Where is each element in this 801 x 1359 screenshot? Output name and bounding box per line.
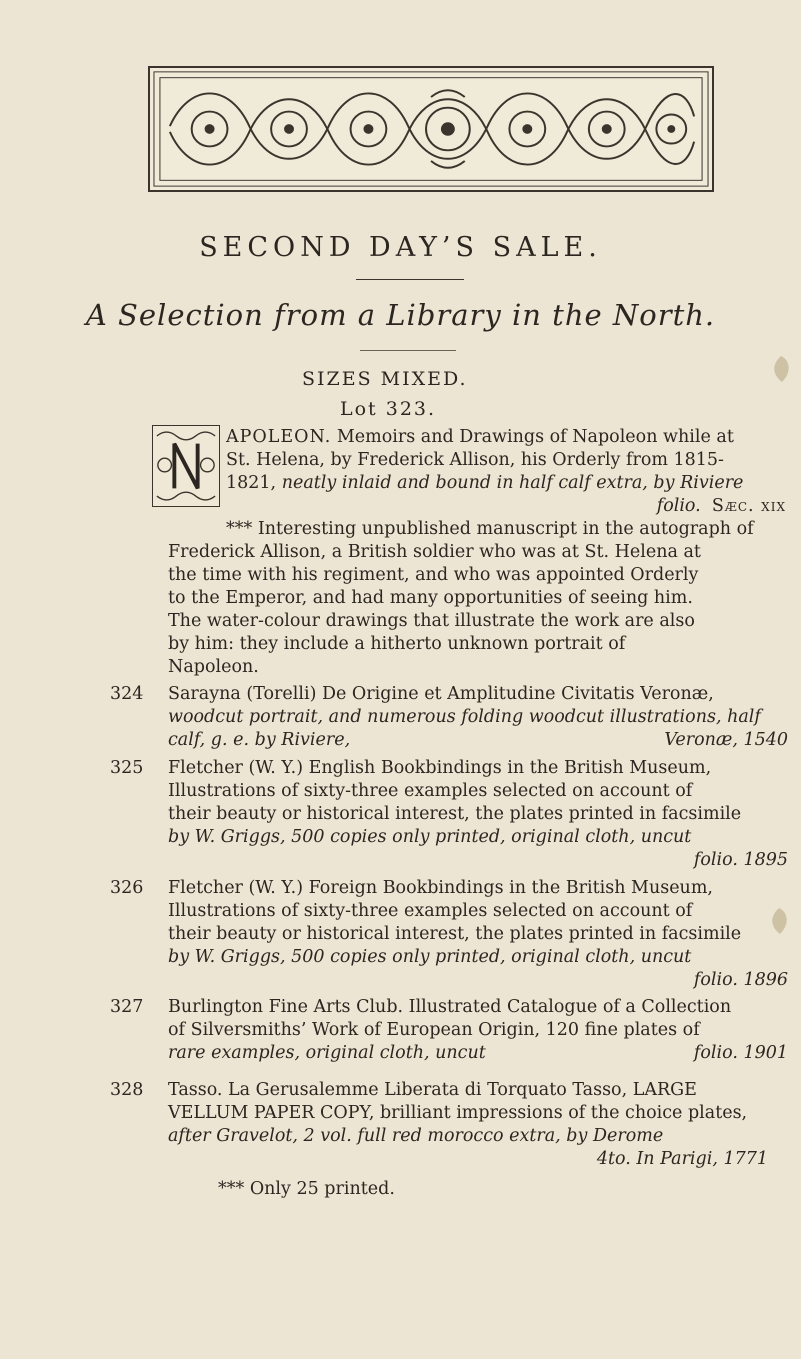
lot-number: 326 xyxy=(110,878,144,898)
lot-line: rare examples, original cloth, uncut xyxy=(168,1043,486,1063)
lot-imprint: folio. 1896 xyxy=(693,970,788,990)
lot-number: 324 xyxy=(110,684,144,704)
note-line: The water-colour drawings that illustrate the work are also xyxy=(168,611,695,631)
lot-line: their beauty or historical interest, the plates printed in facsimile xyxy=(168,804,742,824)
lot-line: their beauty or historical interest, the plates printed in facsimile xyxy=(168,924,742,944)
lot-line: Tasso. La Gerusalemme Liberata di Torquato Tasso, LARGE xyxy=(168,1080,697,1100)
lot-line: Fletcher (W. Y.) English Bookbindings in the British Museum, xyxy=(168,758,712,778)
lot-number: 327 xyxy=(110,997,144,1017)
lot-line: Burlington Fine Arts Club. Illustrated Catalogue of a Collection xyxy=(168,997,732,1017)
title-rule xyxy=(356,279,464,280)
note-line: *** Interesting unpublished manuscript in the autograph of xyxy=(226,519,754,539)
lot-imprint: folio. 1895 xyxy=(693,850,788,870)
lot-328-note: *** Only 25 printed. xyxy=(218,1179,395,1199)
lot-line: Illustrations of sixty-three examples selected on account of xyxy=(168,781,693,801)
subtitle-rule xyxy=(360,350,456,351)
lot-line: by W. Griggs, 500 copies only printed, original cloth, uncut xyxy=(168,947,692,967)
lot-line: Sarayna (Torelli) De Origine et Amplitudine Civitatis Veronæ, xyxy=(168,684,714,704)
note-line: Napoleon. xyxy=(168,657,259,677)
section-heading: SIZES MIXED. xyxy=(302,368,468,390)
lot-imprint: folio. 1901 xyxy=(693,1043,788,1063)
note-line: Frederick Allison, a British soldier who was at St. Helena at xyxy=(168,542,701,562)
lot-line: VELLUM PAPER COPY, brilliant impressions of the choice plates, xyxy=(168,1103,748,1123)
lot-323-line-4: folio. Sæc. xix xyxy=(656,496,786,516)
paper-stain-mark xyxy=(766,906,792,936)
lot-number: 328 xyxy=(110,1080,144,1100)
lot-323-line-3: 1821, neatly inlaid and bound in half calf extra, by Riviere xyxy=(226,473,744,493)
decorated-initial-n-icon xyxy=(152,425,220,507)
lot-line: Fletcher (W. Y.) Foreign Bookbindings in the British Museum, xyxy=(168,878,713,898)
lot-line: after Gravelot, 2 vol. full red morocco extra, by Derome xyxy=(168,1126,664,1146)
library-subtitle: A Selection from a Library in the North. xyxy=(85,298,716,332)
lot-number: 325 xyxy=(110,758,144,778)
lot-imprint: Veronæ, 1540 xyxy=(664,730,788,750)
lot-line: by W. Griggs, 500 copies only printed, original cloth, uncut xyxy=(168,827,692,847)
lot-323-note xyxy=(168,518,788,679)
lot-heading: Lot 323. xyxy=(340,398,437,420)
note-line: to the Emperor, and had many opportunities of seeing him. xyxy=(168,588,693,608)
lot-line: calf, g. e. by Riviere, xyxy=(168,730,351,750)
lot-line: Illustrations of sixty-three examples selected on account of xyxy=(168,901,693,921)
ornament-pattern xyxy=(150,68,712,190)
lot-line: of Silversmiths’ Work of European Origin, 120 fine plates of xyxy=(168,1020,700,1040)
note-line: by him: they include a hitherto unknown portrait of xyxy=(168,634,626,654)
lot-323-line-2: St. Helena, by Frederick Allison, his Orderly from 1815- xyxy=(226,450,724,470)
lot-323-line-1: APOLEON. Memoirs and Drawings of Napoleon while at xyxy=(226,427,734,447)
note-line: the time with his regiment, and who was appointed Orderly xyxy=(168,565,699,585)
lot-imprint: 4to. In Parigi, 1771 xyxy=(596,1149,768,1169)
paper-stain-mark xyxy=(768,354,794,384)
sale-title: SECOND DAY’S SALE. xyxy=(199,232,602,263)
ornamental-banner xyxy=(148,66,714,192)
lot-line: woodcut portrait, and numerous folding woodcut illustrations, half xyxy=(168,707,761,727)
